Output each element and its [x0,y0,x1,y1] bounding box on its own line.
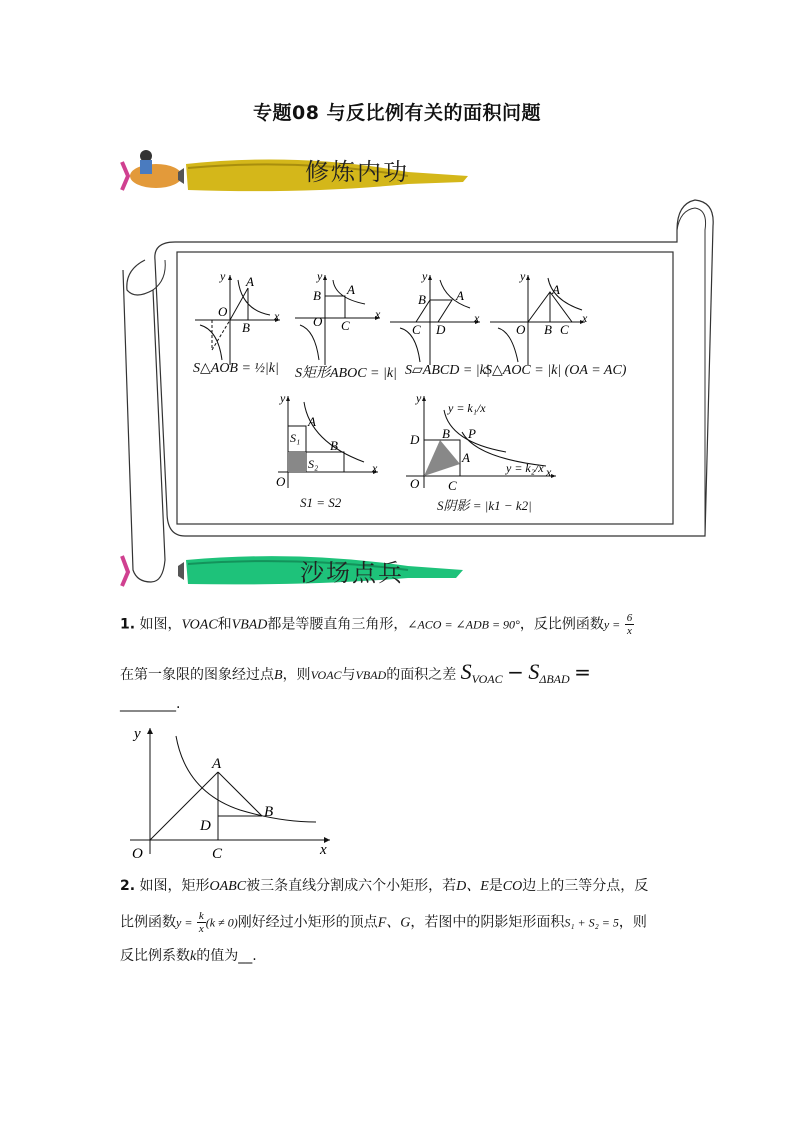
svg-text:A: A [456,288,464,303]
svg-text:x: x [372,461,378,475]
figure-rect-aboc [295,270,381,365]
q1-triangle-oac: VOAC [181,617,218,633]
q2-text-1b: 被三条直线分割成六个小矩形，若 [246,878,457,894]
q1-triangle-bad: VBAD [231,617,268,633]
svg-text:O: O [218,304,228,319]
q1-area-sub1: VOAC [471,671,503,686]
q2-text-1d: 边上的三等分点，反 [522,878,649,894]
svg-text:y = k₁/x: y = k₁/x [448,401,486,415]
svg-text:B: B [418,292,426,307]
q2-points-fg: F、G [377,915,411,931]
q1-text-2c: 与 [341,667,356,683]
q1-label-o: O [132,846,143,862]
q2-rect: OABC [209,879,247,894]
svg-text:x: x [582,311,588,325]
q1-text: 如图， [139,616,182,633]
svg-text:B: B [242,320,250,335]
q2-text-2a: 比例函数 [120,914,176,931]
q1-triangle-oac-2: VOAC [310,668,342,682]
q1-triangle-bad-2: VBAD [355,668,387,682]
q1-equals: = [574,660,591,684]
svg-text:C: C [560,322,569,337]
q1-frac-num: 6 [626,612,633,624]
q2-text-1c: 是 [488,878,503,894]
svg-text:B: B [330,438,338,453]
svg-text:O: O [516,322,526,337]
q1-text-and: 和 [217,616,232,633]
question-2-number: 2. [120,878,136,894]
q1-text-b: 都是等腰直角三角形， [267,616,408,633]
svg-text:y: y [317,270,323,283]
formula-5: S1 = S2 [300,495,342,510]
q2-text-2c: ，若图中的阴影矩形面积 [410,914,565,931]
q2-fraction [197,910,206,935]
q1-angle: ∠ACO = ∠ADB = 90° [407,617,520,632]
q1-fraction [625,612,635,637]
banner-title-2: 沙场点兵 [300,559,404,587]
svg-text:C: C [448,478,457,493]
q1-point-b: B [274,668,283,683]
svg-text:x: x [474,311,480,325]
q2-text-2b: 刚好经过小矩形的顶点 [237,914,378,931]
svg-text:P: P [468,426,476,441]
question-2-line-3 [120,946,690,967]
formula-diagrams-row2 [268,392,558,512]
svg-text:S₁: S₁ [290,431,301,445]
formula-3: S▱ABCD = |k| [405,363,490,378]
svg-text:O: O [313,314,323,329]
svg-text:S₂: S₂ [308,457,319,471]
q2-k: k [190,949,197,964]
q1-frac-den: x [627,625,632,637]
svg-text:D: D [436,322,446,337]
question-2-line-1 [120,876,690,897]
q1-label-y: y [134,726,141,742]
q2-text-1: 如图，矩形 [139,878,210,894]
q2-condition: (k ≠ 0) [205,915,238,930]
q1-area-s2: S [528,659,540,684]
page-title: 专题08 与反比例有关的面积问题 [252,102,542,124]
q1-area-sub2: ΔBAD [539,671,570,686]
figure-s1-s2 [276,392,378,489]
svg-text:O: O [276,474,286,489]
formula-6: S阴影 = |k1 − k2| [437,498,532,513]
figure-triangle-aob [195,270,280,365]
q2-text-3b[interactable]: 的值为__. [196,948,257,964]
q1-label-c: C [212,846,223,862]
question-1-line-1 [120,612,690,637]
q1-label-a: A [212,756,222,772]
svg-text:y: y [220,270,226,283]
q1-func: y = [603,617,621,632]
svg-text:y: y [280,392,286,405]
question-1-line-2 [120,659,690,689]
q1-text-2d: 的面积之差 [386,667,457,683]
q1-text-2a: 在第一象限的图象经过点 [120,667,274,683]
q2-frac-num: k [198,910,204,922]
q2-text-3a: 反比例系数 [120,948,190,964]
figure-shaded-k1-k2 [406,392,556,493]
formula-1: S△AOB = ½|k| [193,361,279,376]
q2-points-de: D、E [456,879,489,894]
svg-text:B: B [313,288,321,303]
q2-text-2d: ，则 [618,914,647,931]
q1-label-b: B [264,804,274,820]
formula-4: S△AOC = |k| (OA = AC) [485,363,627,378]
q1-text-2b: ，则 [282,667,311,683]
q2-frac-den: x [198,923,204,935]
q1-label-d: D [200,818,211,834]
question-1-number: 1. [120,616,136,633]
svg-text:D: D [410,432,420,447]
svg-text:C: C [412,322,421,337]
banner-title-1: 修炼内功 [305,158,409,186]
svg-text:y: y [520,270,526,283]
svg-text:x: x [274,309,280,323]
svg-text:B: B [442,426,450,441]
svg-text:A: A [552,282,560,297]
q1-label-x: x [320,842,327,858]
svg-text:C: C [341,318,350,333]
q1-area-s1: S [460,659,472,684]
figure-parallelogram-abcd [390,270,480,365]
q2-segment: CO [502,879,523,894]
svg-text:y: y [416,392,422,405]
q2-area: S₁ + S₂ = 5 [564,915,619,930]
banner-ribbon-2 [118,546,478,596]
svg-text:O: O [410,476,420,491]
question-2-line-2 [120,910,690,935]
svg-text:A: A [308,414,316,429]
svg-text:A: A [347,282,355,297]
svg-text:y = k₂/x: y = k₂/x [506,461,544,475]
svg-text:x: x [375,307,381,321]
svg-text:A: A [246,274,254,289]
formula-2: S矩形ABOC = |k| [295,366,397,381]
q1-minus: − [507,660,524,684]
q1-answer-blank[interactable]: ________. [120,696,181,712]
q1-figure [120,722,340,862]
svg-text:x: x [546,465,552,479]
svg-text:y: y [422,270,428,283]
q2-func: y = [176,915,193,930]
svg-text:B: B [544,322,552,337]
q1-text-c: ，反比例函数 [519,616,604,633]
svg-text:A: A [462,450,470,465]
figure-triangle-aoc [490,270,588,365]
